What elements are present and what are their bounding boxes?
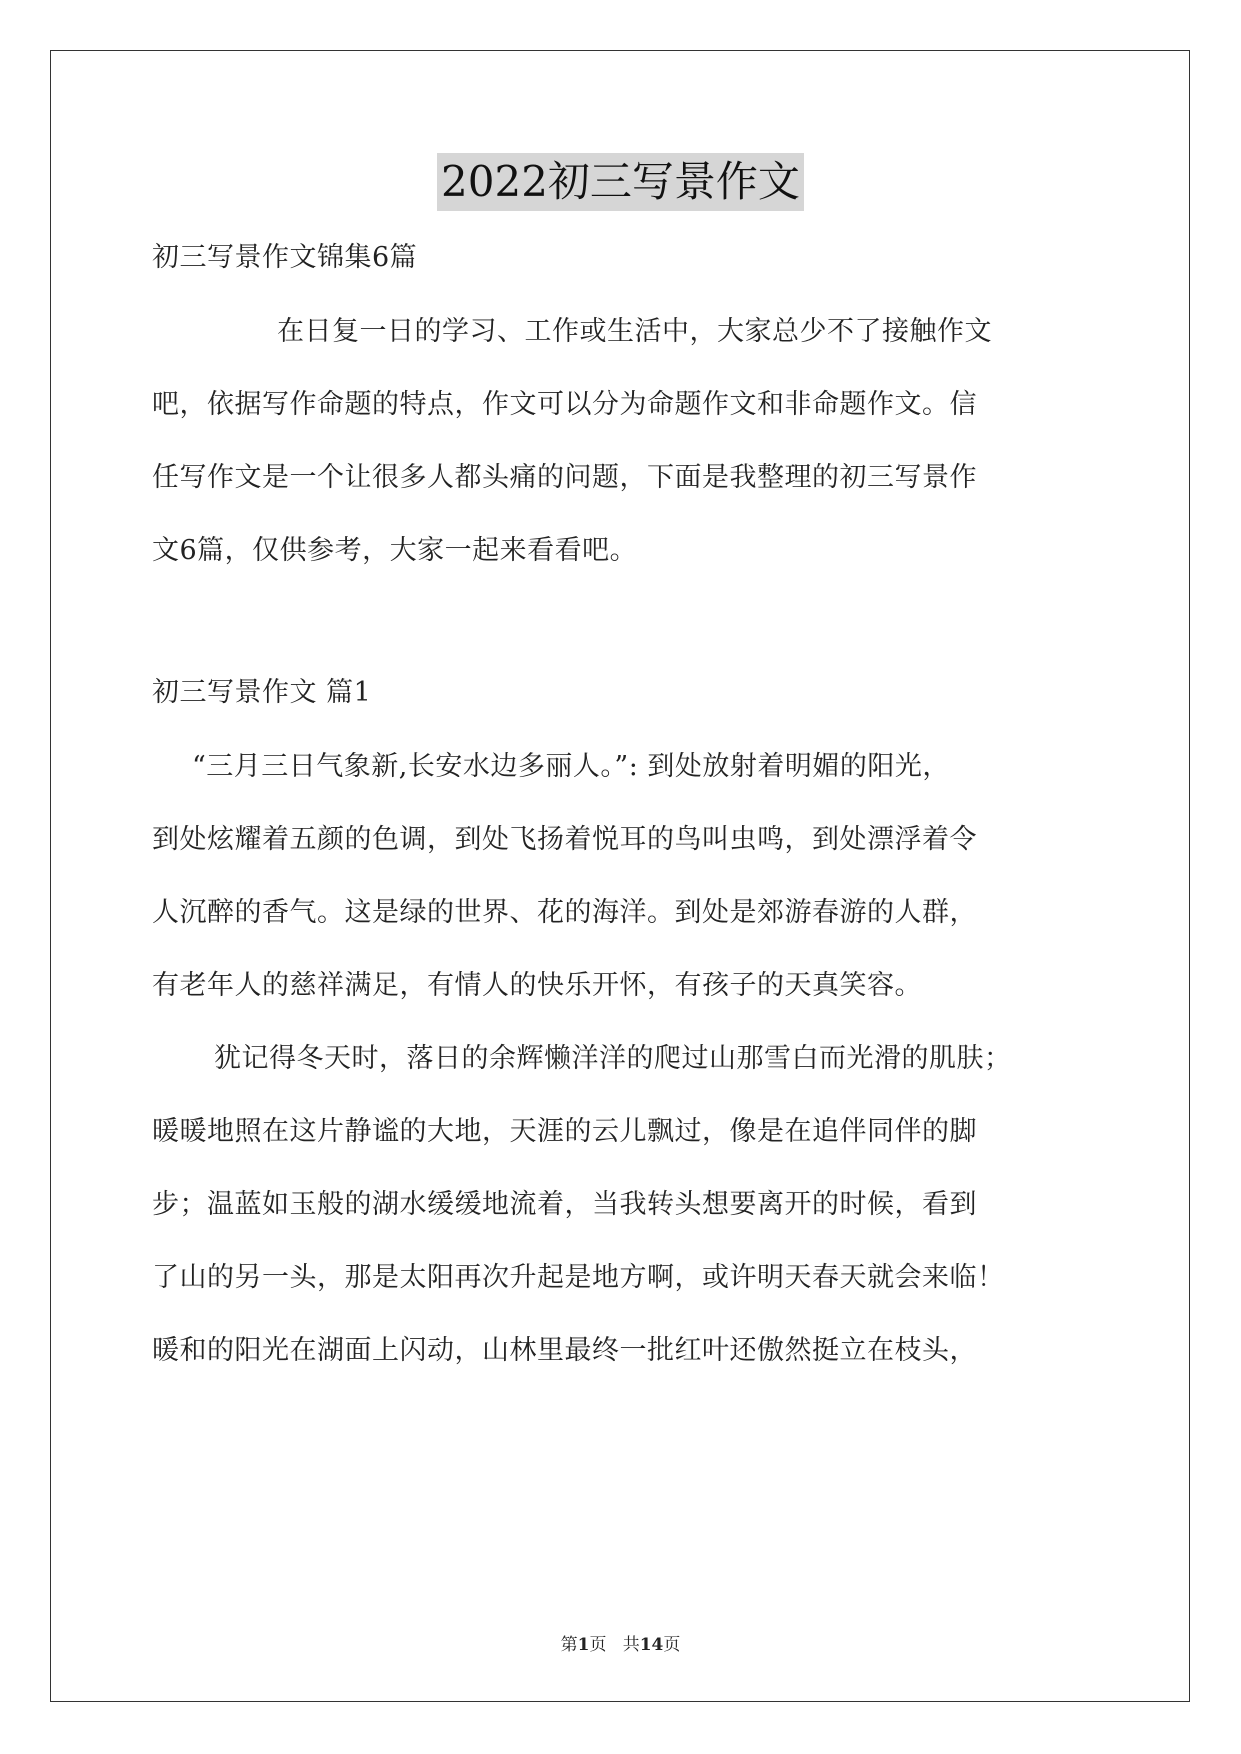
footer-total-prefix: 共 <box>622 1635 640 1655</box>
paragraph-line: 文6篇，仅供参考，大家一起来看看吧。 <box>152 535 638 566</box>
title-container <box>0 153 1241 211</box>
footer-prefix: 第 <box>560 1635 578 1655</box>
footer-page-suffix: 页 <box>589 1635 607 1655</box>
document-title: 2022初三写景作文 <box>437 153 804 211</box>
paragraph-line: “三月三日气象新,长安水边多丽人。”: 到处放射着明媚的阳光， <box>192 751 950 782</box>
footer-total-suffix: 页 <box>663 1635 681 1655</box>
paragraph-line: 暖暖地照在这片静谧的大地，天涯的云儿飘过，像是在追伴同伴的脚 <box>152 1116 977 1147</box>
paragraph-line: 在日复一日的学习、工作或生活中，大家总少不了接触作文 <box>277 316 992 347</box>
paragraph-line: 了山的另一头，那是太阳再次升起是地方啊，或许明天春天就会来临！ <box>152 1262 1005 1293</box>
page-border <box>50 50 1190 1702</box>
footer-total-pages: 14 <box>639 1635 664 1655</box>
paragraph-line: 人沉醉的香气。这是绿的世界、花的海洋。到处是郊游春游的人群， <box>152 897 977 928</box>
paragraph-line: 犹记得冬天时，落日的余辉懒洋洋的爬过山那雪白而光滑的肌肤； <box>214 1043 1012 1074</box>
paragraph-line: 吧，依据写作命题的特点，作文可以分为命题作文和非命题作文。信 <box>152 389 977 420</box>
paragraph-line: 步；温蓝如玉般的湖水缓缓地流着，当我转头想要离开的时候，看到 <box>152 1189 977 1220</box>
paragraph-line: 暖和的阳光在湖面上闪动，山林里最终一批红叶还傲然挺立在枝头， <box>152 1335 977 1366</box>
paragraph-line: 任写作文是一个让很多人都头痛的问题，下面是我整理的初三写景作 <box>152 462 977 493</box>
paragraph-line: 有老年人的慈祥满足，有情人的快乐开怀，有孩子的天真笑容。 <box>152 970 922 1001</box>
subtitle: 初三写景作文锦集6篇 <box>152 242 418 273</box>
section-heading: 初三写景作文 篇1 <box>152 677 372 708</box>
footer-page-number: 1 <box>577 1635 590 1655</box>
paragraph-line: 到处炫耀着五颜的色调，到处飞扬着悦耳的鸟叫虫鸣，到处漂浮着令 <box>152 824 977 855</box>
page-footer <box>0 1630 1241 1655</box>
